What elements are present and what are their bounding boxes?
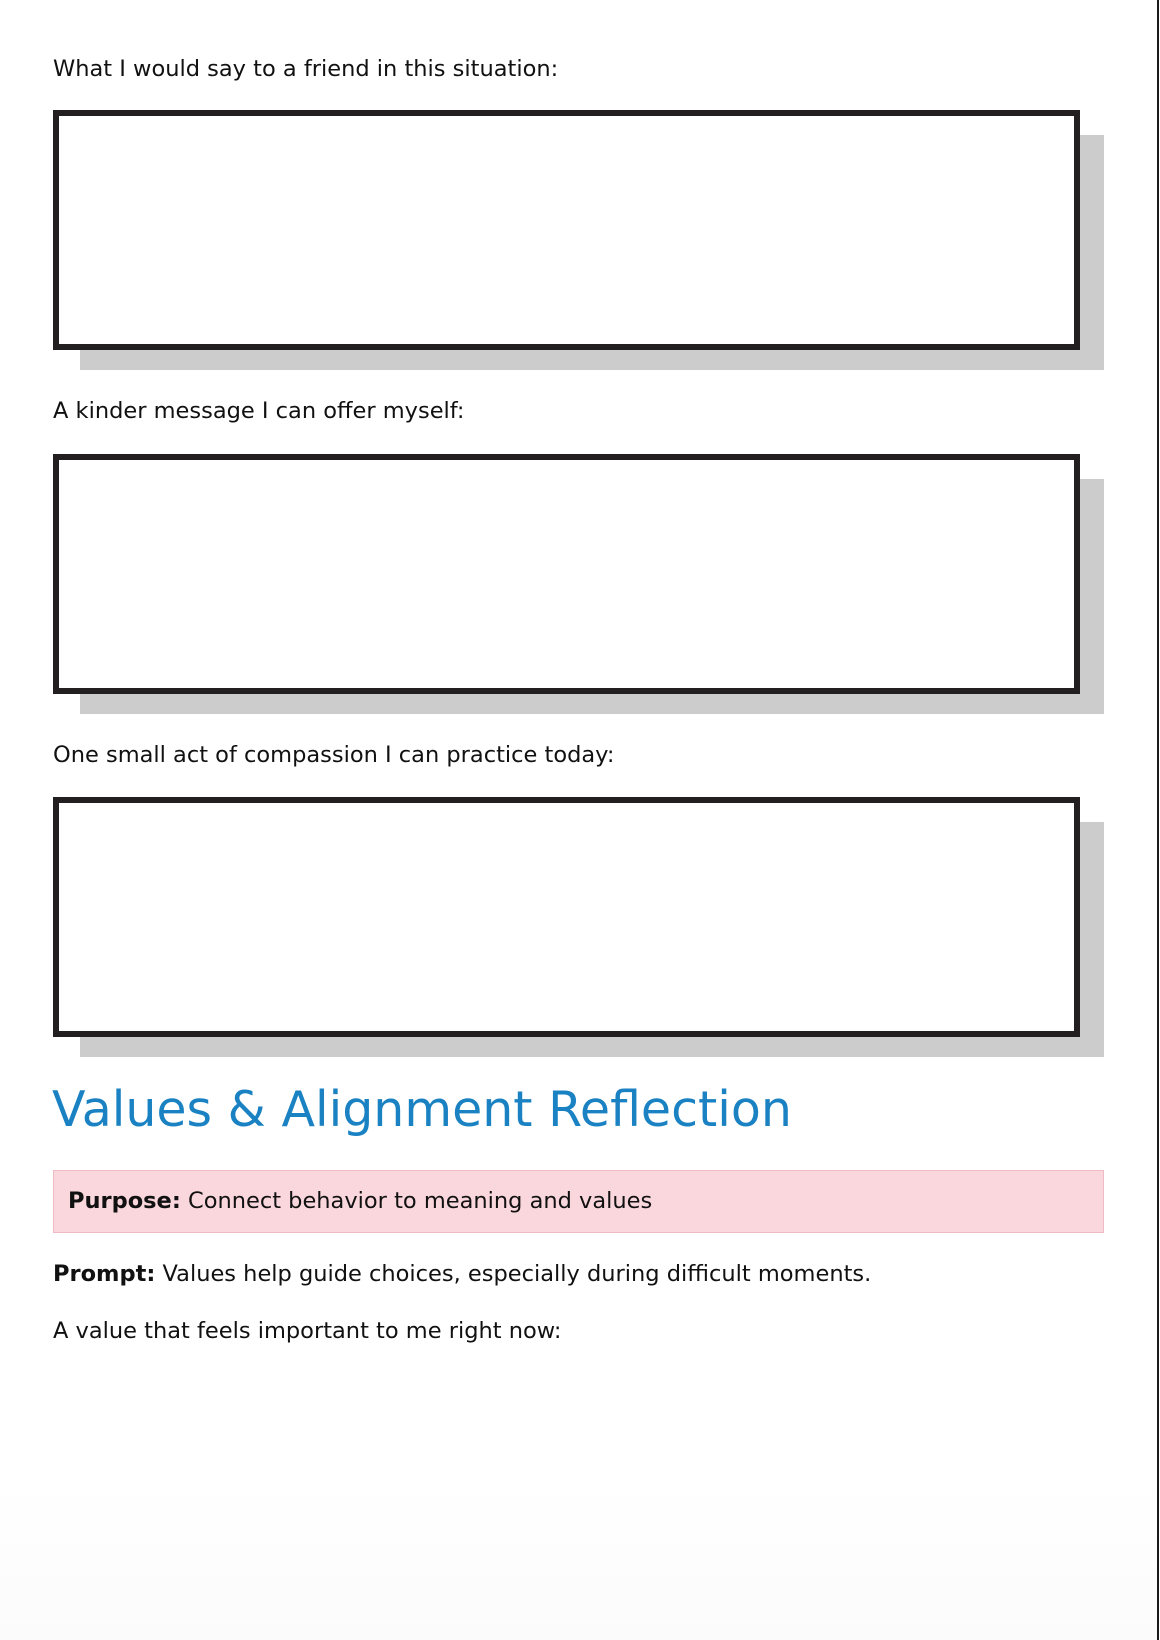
prompt-paragraph [53, 1259, 871, 1289]
page-bottom [0, 1480, 1157, 1640]
page-edge [1157, 0, 1159, 1640]
response-field[interactable] [53, 797, 1080, 1037]
purpose-label: Purpose: [68, 1188, 181, 1214]
value-prompt-label: A value that feels important to me right now: [53, 1318, 562, 1344]
friend-response-box[interactable] [53, 110, 1105, 360]
compassion-act-box[interactable] [53, 797, 1105, 1047]
response-field[interactable] [53, 454, 1080, 694]
prompt-text: Values help guide choices, especially during difficult moments. [162, 1261, 872, 1287]
kinder-message-box[interactable] [53, 454, 1105, 704]
prompt-label: Prompt: [53, 1261, 156, 1287]
response-field[interactable] [53, 110, 1080, 350]
purpose-text [68, 1186, 652, 1216]
purpose-callout [53, 1170, 1104, 1233]
section-title: Values & Alignment Reflection [52, 1081, 792, 1138]
friend-prompt-label: What I would say to a friend in this situation: [53, 56, 559, 82]
compassion-act-label: One small act of compassion I can practice today: [53, 742, 615, 768]
kinder-message-label: A kinder message I can offer myself: [53, 398, 465, 424]
purpose-description: Connect behavior to meaning and values [187, 1188, 653, 1214]
